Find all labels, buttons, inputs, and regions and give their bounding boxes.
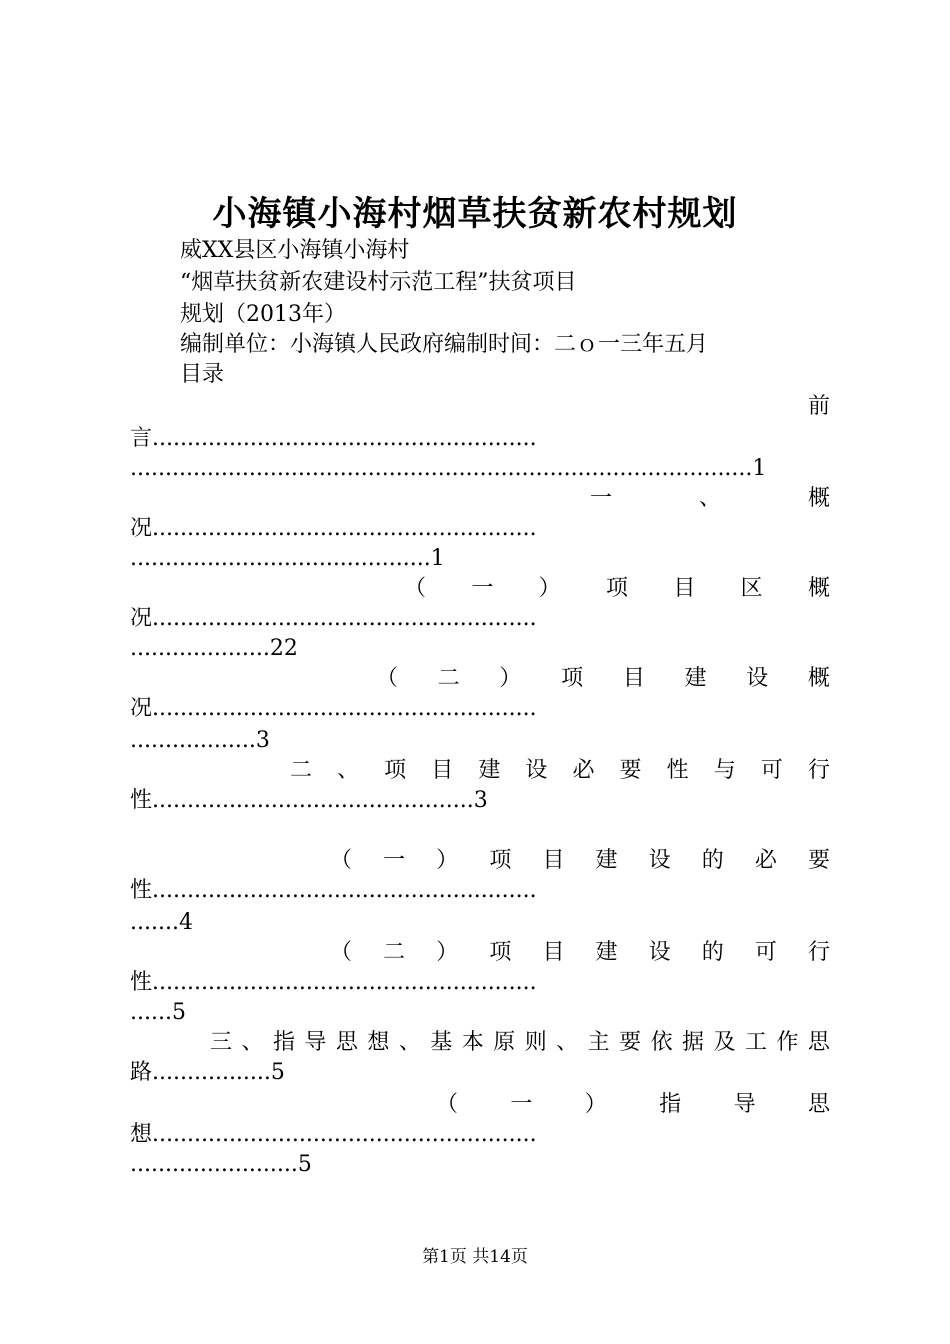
toc-entry-page: ..................3 [130, 728, 270, 753]
meta-line-3: 规划（2013年） [180, 302, 346, 327]
toc-entry-line: 况....................................................... [130, 516, 537, 541]
toc-entry-heading: （ 一 ） 项 目 区 概 [404, 576, 830, 601]
toc-entry-page: ....................22 [130, 636, 298, 661]
toc-entry-line: 想....................................................... [130, 1122, 537, 1147]
toc-entry-heading: （ 二 ） 项 目 建 设 的 可 行 [330, 940, 830, 965]
toc-entry-line: 路.................5 [130, 1060, 285, 1085]
toc-entry-page: .........................................................................................1 [130, 456, 767, 481]
toc-entry-heading: （ 二 ） 项 目 建 设 概 [376, 666, 830, 691]
toc-entry-heading: （ 一 ） 项 目 建 设 的 必 要 [330, 848, 830, 873]
meta-line-4: 编制单位：小海镇人民政府编制时间：二ｏ一三年五月 [180, 332, 709, 357]
toc-entry-page: ........................5 [130, 1152, 312, 1177]
toc-entry-page: ...........................................1 [130, 546, 445, 571]
toc-entry-heading: 前 [807, 394, 830, 419]
toc-entry-line: 性..............................................3 [130, 788, 488, 813]
page-number: 第1页 共14页 [422, 1247, 528, 1267]
toc-entry-heading: 三 、 指 导 思 想 、 基 本 原 则 、 主 要 依 据 及 工 作 思 [210, 1030, 830, 1055]
toc-entry-line: 言....................................................... [130, 426, 537, 451]
meta-line-1: 威XX县区小海镇小海村 [180, 238, 410, 263]
toc-entry-heading: （ 一 ） 指 导 思 [436, 1092, 830, 1117]
toc-entry-page: ......5 [130, 1000, 186, 1025]
toc-entry-page: .......4 [130, 910, 193, 935]
toc-entry-line: 况....................................................... [130, 696, 537, 721]
document-title: 小海镇小海村烟草扶贫新农村规划 [212, 194, 738, 234]
toc-entry-heading: 一 、 概 [590, 486, 830, 511]
toc-heading: 目录 [180, 362, 225, 387]
meta-line-2: “烟草扶贫新农建设村示范工程”扶贫项目 [180, 270, 577, 295]
toc-entry-line: 况....................................................... [130, 606, 537, 631]
toc-entry-line: 性....................................................... [130, 878, 537, 903]
toc-entry-heading: 二 、 项 目 建 设 必 要 性 与 可 行 [290, 758, 830, 783]
toc-entry-line: 性....................................................... [130, 970, 537, 995]
